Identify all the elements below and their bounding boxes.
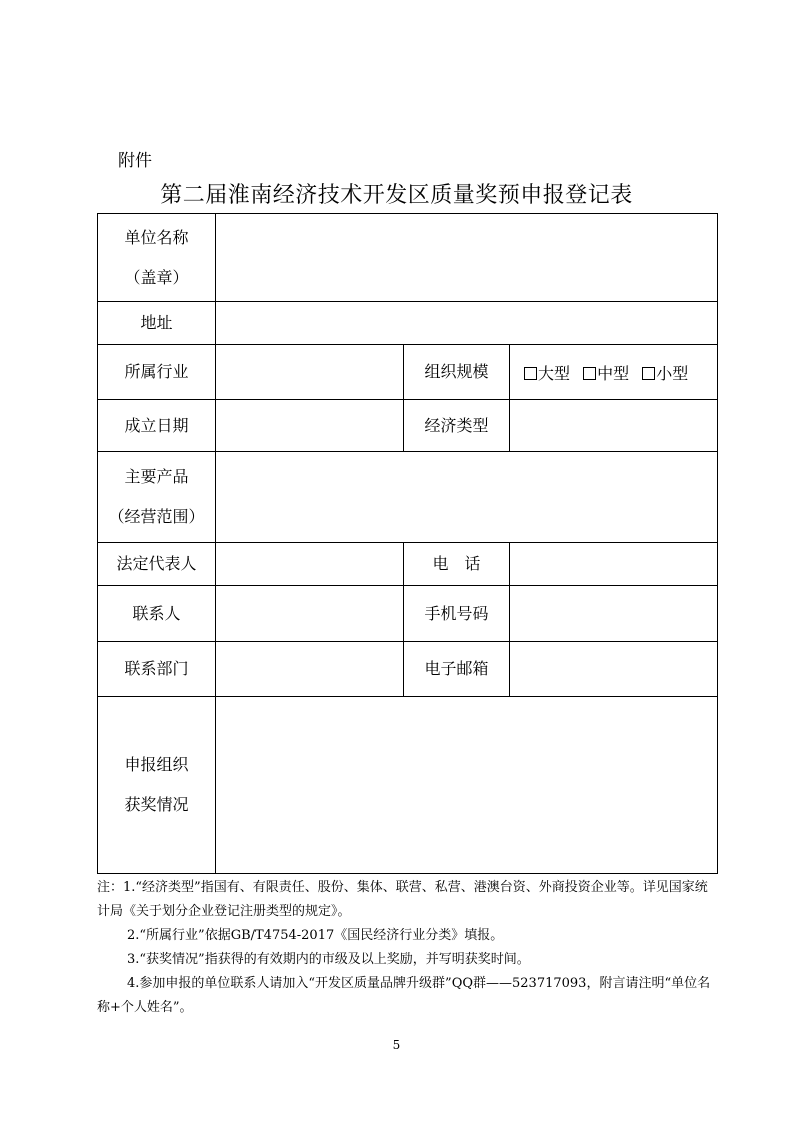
row-unit-name <box>98 214 718 302</box>
mobile-label: 手机号码 <box>404 586 510 642</box>
row-industry <box>98 345 718 400</box>
contact-field[interactable] <box>216 586 404 642</box>
row-legal-rep <box>98 543 718 586</box>
economic-type-label: 经济类型 <box>404 400 510 452</box>
main-products-label-line1: 主要产品 <box>124 467 189 486</box>
scale-option-medium[interactable] <box>583 364 629 383</box>
mobile-field[interactable] <box>510 586 718 642</box>
contact-dept-label: 联系部门 <box>98 642 216 697</box>
unit-name-field[interactable] <box>216 214 718 302</box>
awards-label <box>98 697 216 874</box>
scale-option-small[interactable] <box>642 364 688 383</box>
industry-label: 所属行业 <box>98 345 216 400</box>
unit-name-label-line1: 单位名称 <box>124 227 189 247</box>
main-products-field[interactable] <box>216 452 718 543</box>
form-title: 第二届淮南经济技术开发区质量奖预申报登记表 <box>160 183 633 208</box>
row-main-products <box>98 452 718 543</box>
row-founding-date <box>98 400 718 452</box>
row-contact-dept <box>98 642 718 697</box>
legal-rep-field[interactable] <box>216 543 404 586</box>
contact-label: 联系人 <box>98 586 216 642</box>
checkbox-icon[interactable] <box>524 367 537 380</box>
legal-rep-label: 法定代表人 <box>98 543 216 586</box>
registration-form-table <box>97 213 718 874</box>
scale-option-label: 大型 <box>538 363 571 383</box>
main-products-label <box>98 452 216 543</box>
note-3: 3.“获奖情况”指获得的有效期内的市级及以上奖励，并写明获奖时间。 <box>127 952 530 967</box>
main-products-label-line2: （经营范围） <box>108 507 205 526</box>
checkbox-icon[interactable] <box>642 367 655 380</box>
awards-field[interactable] <box>216 697 718 874</box>
email-field[interactable] <box>510 642 718 697</box>
email-label: 电子邮箱 <box>404 642 510 697</box>
row-address <box>98 302 718 345</box>
founding-date-field[interactable] <box>216 400 404 452</box>
address-label: 地址 <box>98 302 216 345</box>
contact-dept-field[interactable] <box>216 642 404 697</box>
org-scale-label: 组织规模 <box>404 345 510 400</box>
note-1: 注：1.“经济类型”指国有、有限责任、股份、集体、联营、私营、港澳台资、外商投资企业等。详见国家统计局《关于划分企业登记注册类型的规定》。 <box>97 880 708 919</box>
scale-option-label: 中型 <box>597 363 630 383</box>
awards-label-line1: 申报组织 <box>124 755 189 774</box>
unit-name-label-line2: （盖章） <box>124 267 189 287</box>
economic-type-field[interactable] <box>510 400 718 452</box>
note-4: 4.参加申报的单位联系人请加入“开发区质量品牌升级群”QQ群——523717093，附言请注明“单位名称+个人姓名”。 <box>97 976 711 1015</box>
industry-field[interactable] <box>216 345 404 400</box>
scale-option-label: 小型 <box>656 363 689 383</box>
unit-name-label <box>98 214 216 302</box>
scale-option-large[interactable] <box>524 364 570 383</box>
org-scale-options <box>510 345 718 400</box>
phone-label: 电 话 <box>404 543 510 586</box>
row-awards <box>98 697 718 874</box>
founding-date-label: 成立日期 <box>98 400 216 452</box>
awards-label-line2: 获奖情况 <box>124 795 189 814</box>
page-number: 5 <box>392 1038 401 1052</box>
checkbox-icon[interactable] <box>583 367 596 380</box>
attachment-label: 附件 <box>118 151 152 171</box>
address-field[interactable] <box>216 302 718 345</box>
phone-field[interactable] <box>510 543 718 586</box>
notes-section <box>97 876 717 1020</box>
row-contact <box>98 586 718 642</box>
note-2: 2.“所属行业”依据GB/T4754-2017《国民经济行业分类》填报。 <box>127 928 504 943</box>
